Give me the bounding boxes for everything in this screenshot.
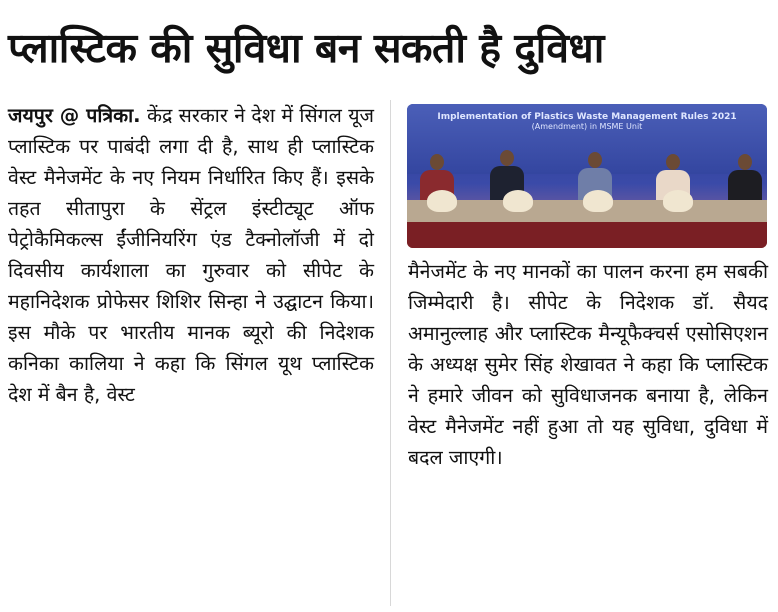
photo-stage (407, 222, 767, 248)
photo-flowers (427, 190, 457, 212)
article-paragraph-left (8, 100, 374, 410)
event-photo (407, 104, 767, 248)
photo-banner-line2: (Amendment) in MSME Unit (531, 122, 643, 131)
article-right-column (408, 256, 768, 608)
photo-flowers (583, 190, 613, 212)
photo-flowers (663, 190, 693, 212)
right-column-text: मैनेजमेंट के नए मानकों का पालन करना हम सबकी जिम्मेदारी है। सीपेट के निदेशक डॉ. सैयद अमानुल्लाह और प्लास्टिक मैन्यूफैक्चर्स एसोसिएशन के अध्यक्ष सुमेर सिंह शेखावत ने कहा कि प्लास्टिक ने हमारे जीवन को सुविधाजनक बनाया है, लेकिन वेस्ट मैनेजमेंट नहीं हुआ तो यह सुविधा, दुविधा में बदल जाएगी। (408, 260, 768, 469)
photo-banner-line1: Implementation of Plastics Waste Management Rules 2021 (437, 112, 737, 122)
dateline: जयपुर @ पत्रिका. (8, 104, 141, 127)
headline: प्लास्टिक की सुविधा बन सकती है दुविधा (8, 24, 604, 72)
column-divider (390, 100, 391, 606)
left-column-text: केंद्र सरकार ने देश में सिंगल यूज प्लास्टिक पर पाबंदी लगा दी है, साथ ही प्लास्टिक वेस्ट मैनेजमेंट के नए नियम निर्धारित किए हैं। इसके तहत सीतापुरा के सेंट्रल इंस्टीट्यूट ऑफ पेट्रोकैमिकल्स ईंजीनियरिंग एंड टैक्नोलॉजी में दो दिवसीय कार्यशाला का गुरुवार को सीपेट के महानिदेशक प्रोफेसर शिशिर सिन्हा ने उद्घाटन किया। इस मौके पर भारतीय मानक ब्यूरो की निदेशक कनिका कालिया ने कहा कि सिंगल यूथ प्लास्टिक देश में बैन है, वेस्ट (8, 104, 374, 406)
article-left-column (8, 100, 374, 608)
photo-flowers (503, 190, 533, 212)
